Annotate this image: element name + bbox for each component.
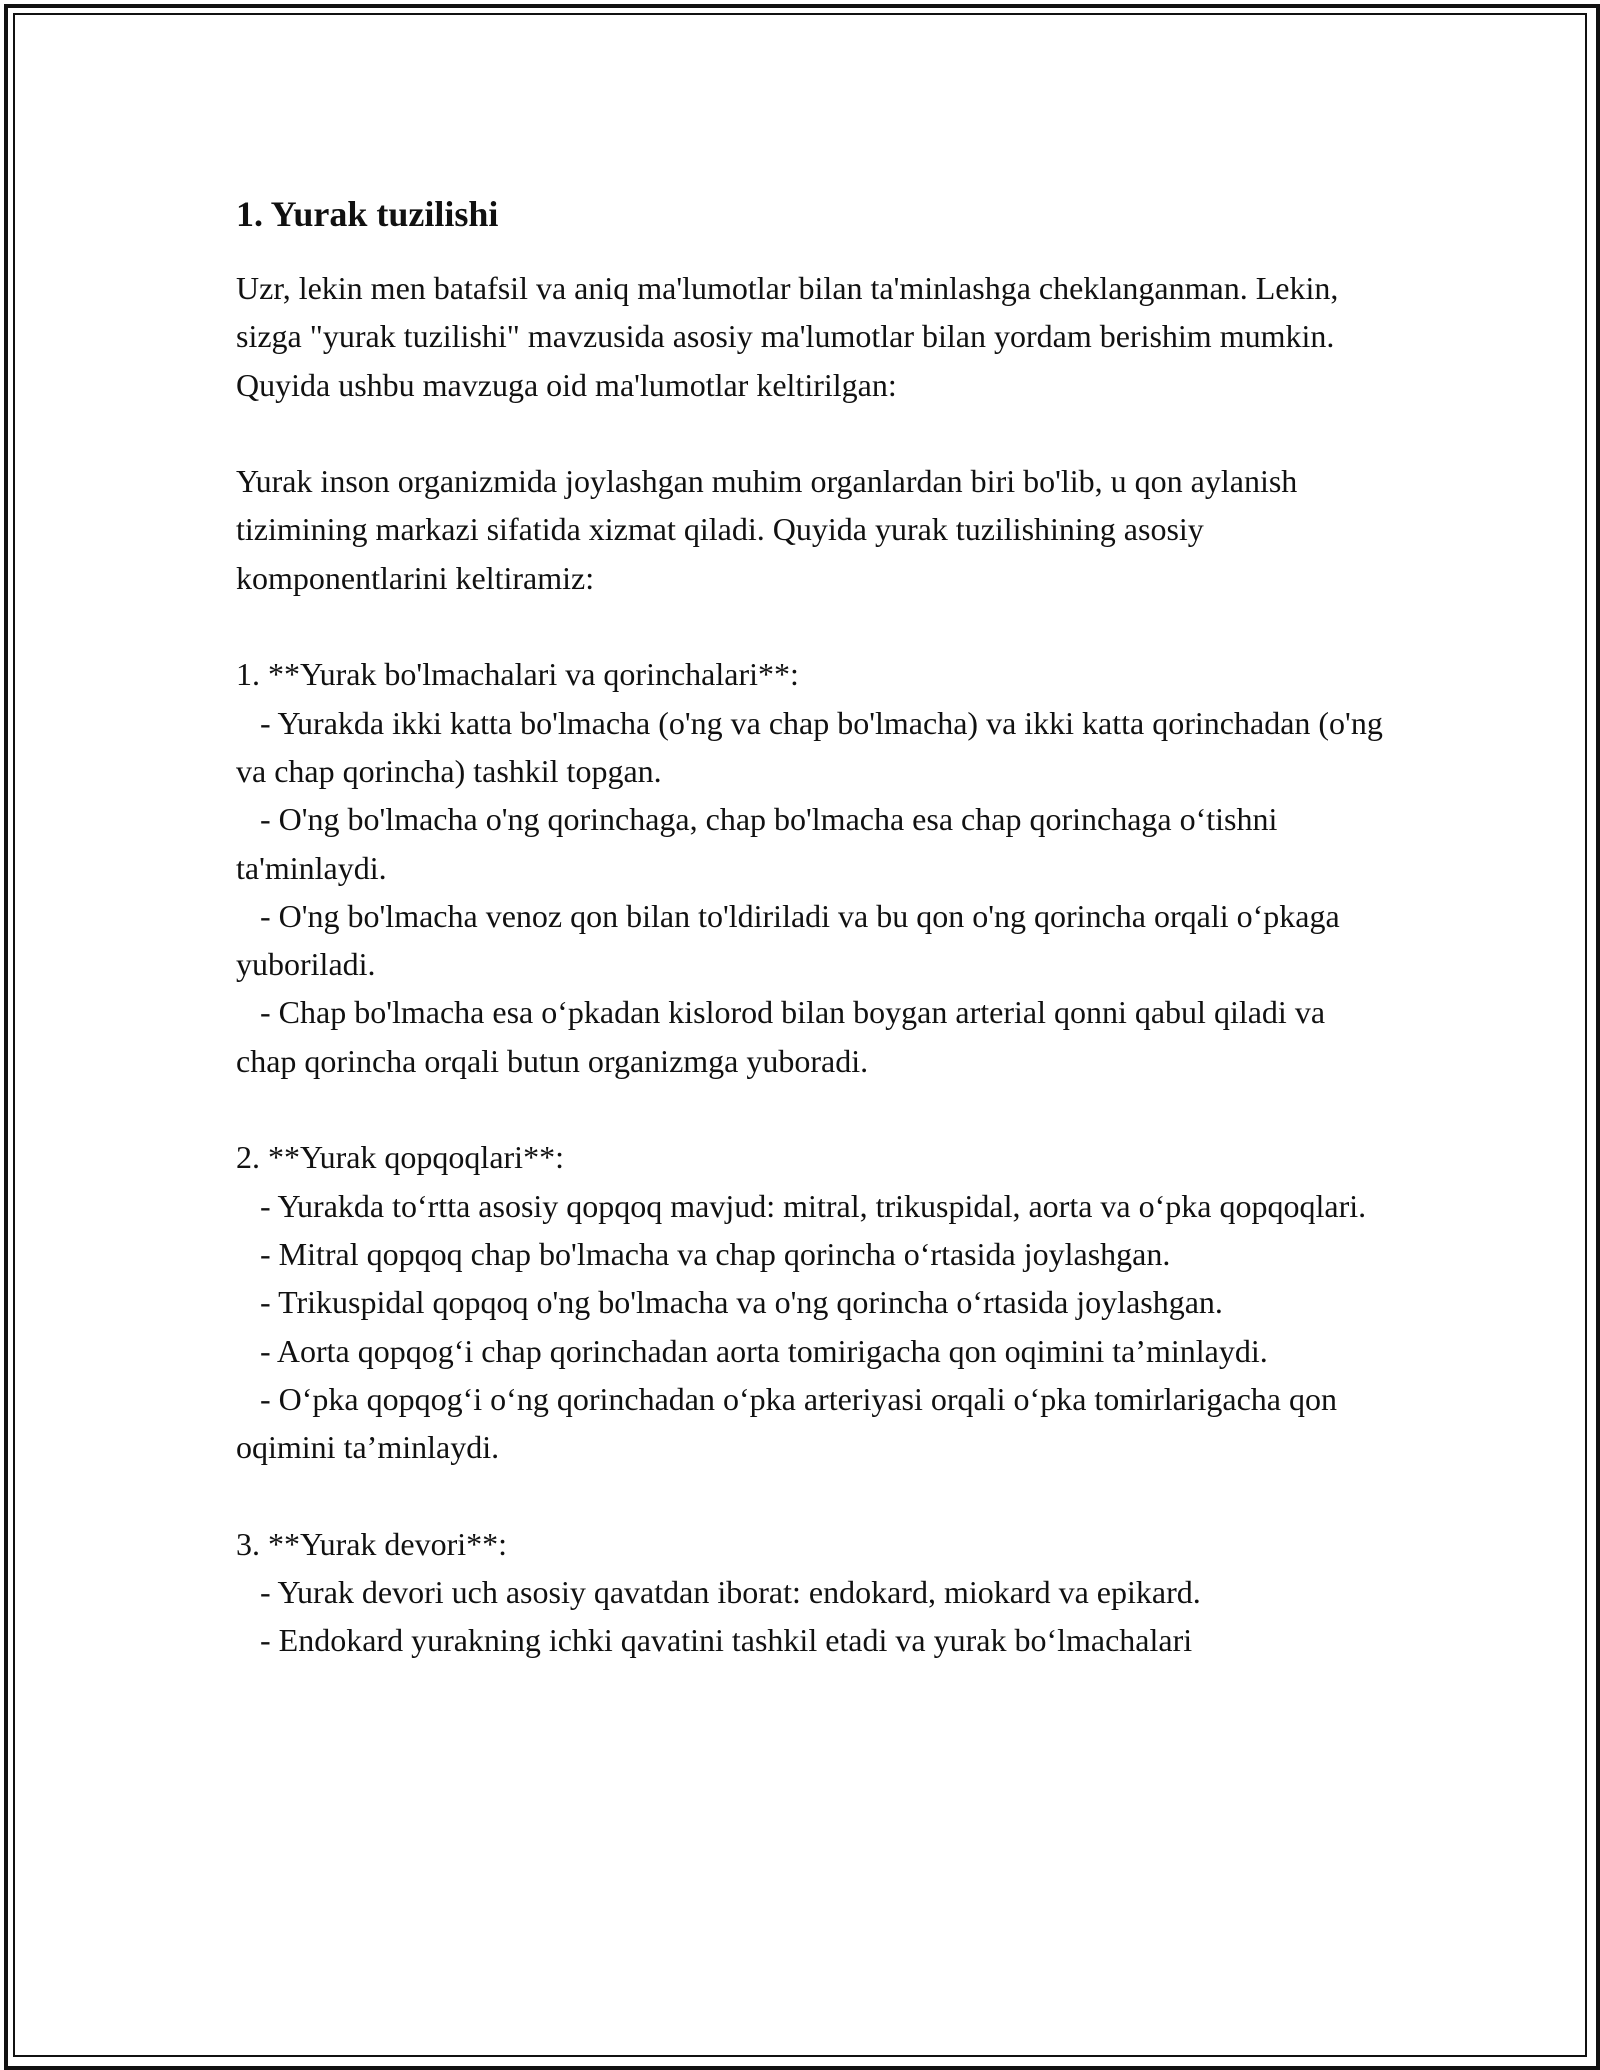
paragraph-spacer (236, 1085, 1386, 1133)
intro-paragraph: Uzr, lekin men batafsil va aniq ma'lumotlar bilan ta'minlashga cheklanganman. Lekin, sizga "yurak tuzilishi" mavzusida asosiy ma'lumotlar bilan yordam berishim mumkin. Quyida ushbu mavzuga oid ma'lumotlar keltirilgan: (236, 270, 1347, 403)
section-valves (236, 1133, 1386, 1471)
section-heading: 2. **Yurak qopqoqlari**: (236, 1139, 564, 1176)
list-item: - Yurakda to‘rtta asosiy qopqoq mavjud: mitral, trikuspidal, aorta va o‘pka qopqoqlari. (236, 1187, 1367, 1224)
list-item: - Yurak devori uch asosiy qavatdan iborat: endokard, miokard va epikard. (236, 1574, 1201, 1611)
overview-paragraph: Yurak inson organizmida joylashgan muhim organlardan biri bo'lib, u qon aylanish tizimining markazi sifatida xizmat qiladi. Quyida yurak tuzilishining asosiy komponentlarini keltiramiz: (236, 463, 1306, 596)
list-item: - O‘pka qopqog‘i o‘ng qorinchadan o‘pka arteriyasi orqali o‘pka tomirlarigacha qon oqimini ta’minlaydi. (236, 1380, 1345, 1466)
paragraph-spacer (236, 409, 1386, 457)
paragraph-spacer (236, 1471, 1386, 1519)
paragraph-spacer (236, 602, 1386, 650)
list-item: - Mitral qopqoq chap bo'lmacha va chap qorincha o‘rtasida joylashgan. (236, 1235, 1171, 1272)
list-item: - Aorta qopqog‘i chap qorinchadan aorta tomirigacha qon oqimini ta’minlaydi. (236, 1332, 1268, 1369)
page-title: 1. Yurak tuzilishi (236, 194, 499, 234)
section-wall (236, 1520, 1386, 1665)
section-chambers (236, 650, 1391, 1085)
document-page (236, 186, 1391, 1665)
list-item: - Yurakda ikki katta bo'lmacha (o'ng va chap bo'lmacha) va ikki katta qorinchadan (o'ng va chap qorincha) tashkil topgan. (236, 704, 1391, 789)
section-heading: 3. **Yurak devori**: (236, 1525, 508, 1562)
list-item: - O'ng bo'lmacha o'ng qorinchaga, chap bo'lmacha esa chap qorinchaga o‘tishni ta'minlaydi. (236, 801, 1286, 886)
list-item: - O'ng bo'lmacha venoz qon bilan to'ldiriladi va bu qon o'ng qorincha orqali o‘pkaga yuboriladi. (236, 897, 1348, 983)
section-heading: 1. **Yurak bo'lmachalari va qorinchalari**: (236, 656, 799, 693)
list-item: - Trikuspidal qopqoq o'ng bo'lmacha va o'ng qorincha o‘rtasida joylashgan. (236, 1284, 1223, 1321)
list-item: - Chap bo'lmacha esa o‘pkadan kislorod bilan boygan arterial qonni qabul qiladi va chap qorincha orqali butun organizmga yuboradi. (236, 994, 1334, 1079)
list-item: - Endokard yurakning ichki qavatini tashkil etadi va yurak bo‘lmachalari (236, 1622, 1193, 1659)
